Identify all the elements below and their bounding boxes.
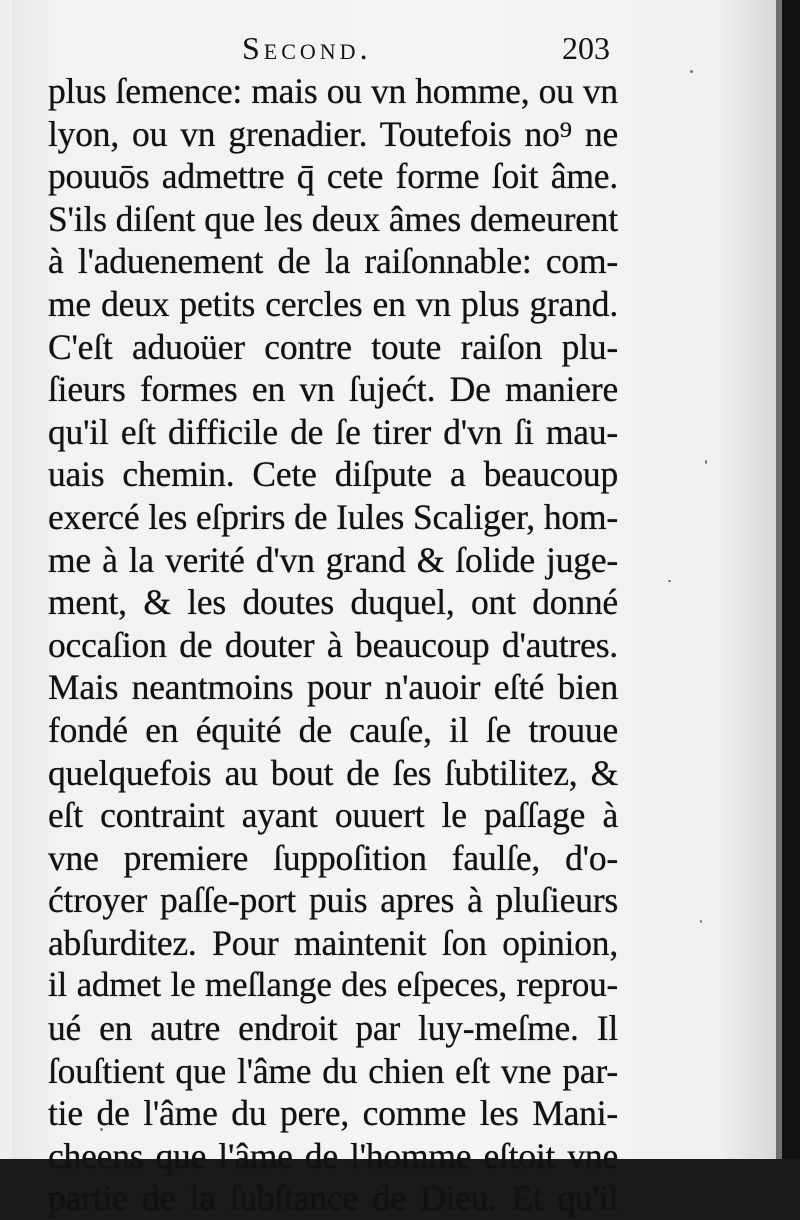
text-line: uais chemin. Cete diſpute a beaucoup — [48, 454, 618, 495]
text-line: plus ſemence: mais ou vn homme, ou vn — [48, 71, 618, 111]
text-line: me deux petits cercles en vn plus grand. — [48, 283, 618, 324]
text-line: S'ils diſent que les deux âmes demeurent — [48, 198, 618, 239]
text-line: tie de l'âme du pere, comme les Mani- — [48, 1093, 618, 1134]
text-line: eſt contraint ayant ouuert le paſſage à — [48, 795, 618, 836]
text-line: qu'il eſt difficile de ſe tirer d'vn ſi mau- — [48, 411, 618, 452]
text-line: ſieurs formes en vn ſujećt. De maniere — [48, 369, 618, 410]
text-line: ment, & les doutes duquel, ont donné — [48, 582, 618, 623]
paper-speck — [705, 460, 707, 464]
text-line: ué en autre endroit par luy-meſme. Il — [48, 1008, 618, 1049]
text-line: occaſion de douter à beaucoup d'autres. — [48, 624, 618, 665]
text-line: pouuōs admettre q̄ cete forme ſoit âme. — [48, 156, 618, 197]
text-line: à l'aduenement de la raiſonnable: com- — [48, 241, 618, 282]
text-line: C'eſt aduoüer contre toute raiſon plu- — [48, 326, 618, 367]
text-line: fondé en équité de cauſe, il ſe trouue — [48, 709, 618, 750]
text-line: lyon, ou vn grenadier. Toutefois no⁹ ne — [48, 113, 618, 154]
paper-speck — [668, 580, 671, 582]
text-line: ćtroyer paſſe-port puis apres à pluſieurs — [48, 880, 618, 921]
paper-speck — [690, 70, 693, 73]
binding-edge — [782, 0, 800, 1159]
text-line: ſouſtient que l'âme du chien eſt vne par- — [48, 1050, 618, 1091]
text-line: exercé les eſprirs de Iules Scaliger, hom- — [48, 496, 618, 537]
page-number: 203 — [562, 30, 610, 66]
text-line: partie de la ſubſtance de Dieu. Et qu'il — [48, 1178, 618, 1219]
text-line: cheens que l'âme de l'homme eſtoit vne — [48, 1135, 618, 1176]
text-line: Mais neantmoins pour n'auoir eſté bien — [48, 667, 618, 708]
text-line: quelquefois au bout de ſes ſubtilitez, & — [48, 752, 618, 793]
text-line: me à la verité d'vn grand & ſolide juge- — [48, 539, 618, 580]
paper-speck — [700, 920, 702, 923]
body-text — [48, 70, 618, 1220]
text-line: vne premiere ſuppoſition faulſe, d'o- — [48, 837, 618, 878]
text-line: il admet le meſlange des eſpeces, reprou- — [48, 965, 618, 1005]
running-head: Second. — [242, 30, 372, 66]
text-line: abſurditez. Pour maintenit ſon opinion, — [48, 922, 618, 963]
